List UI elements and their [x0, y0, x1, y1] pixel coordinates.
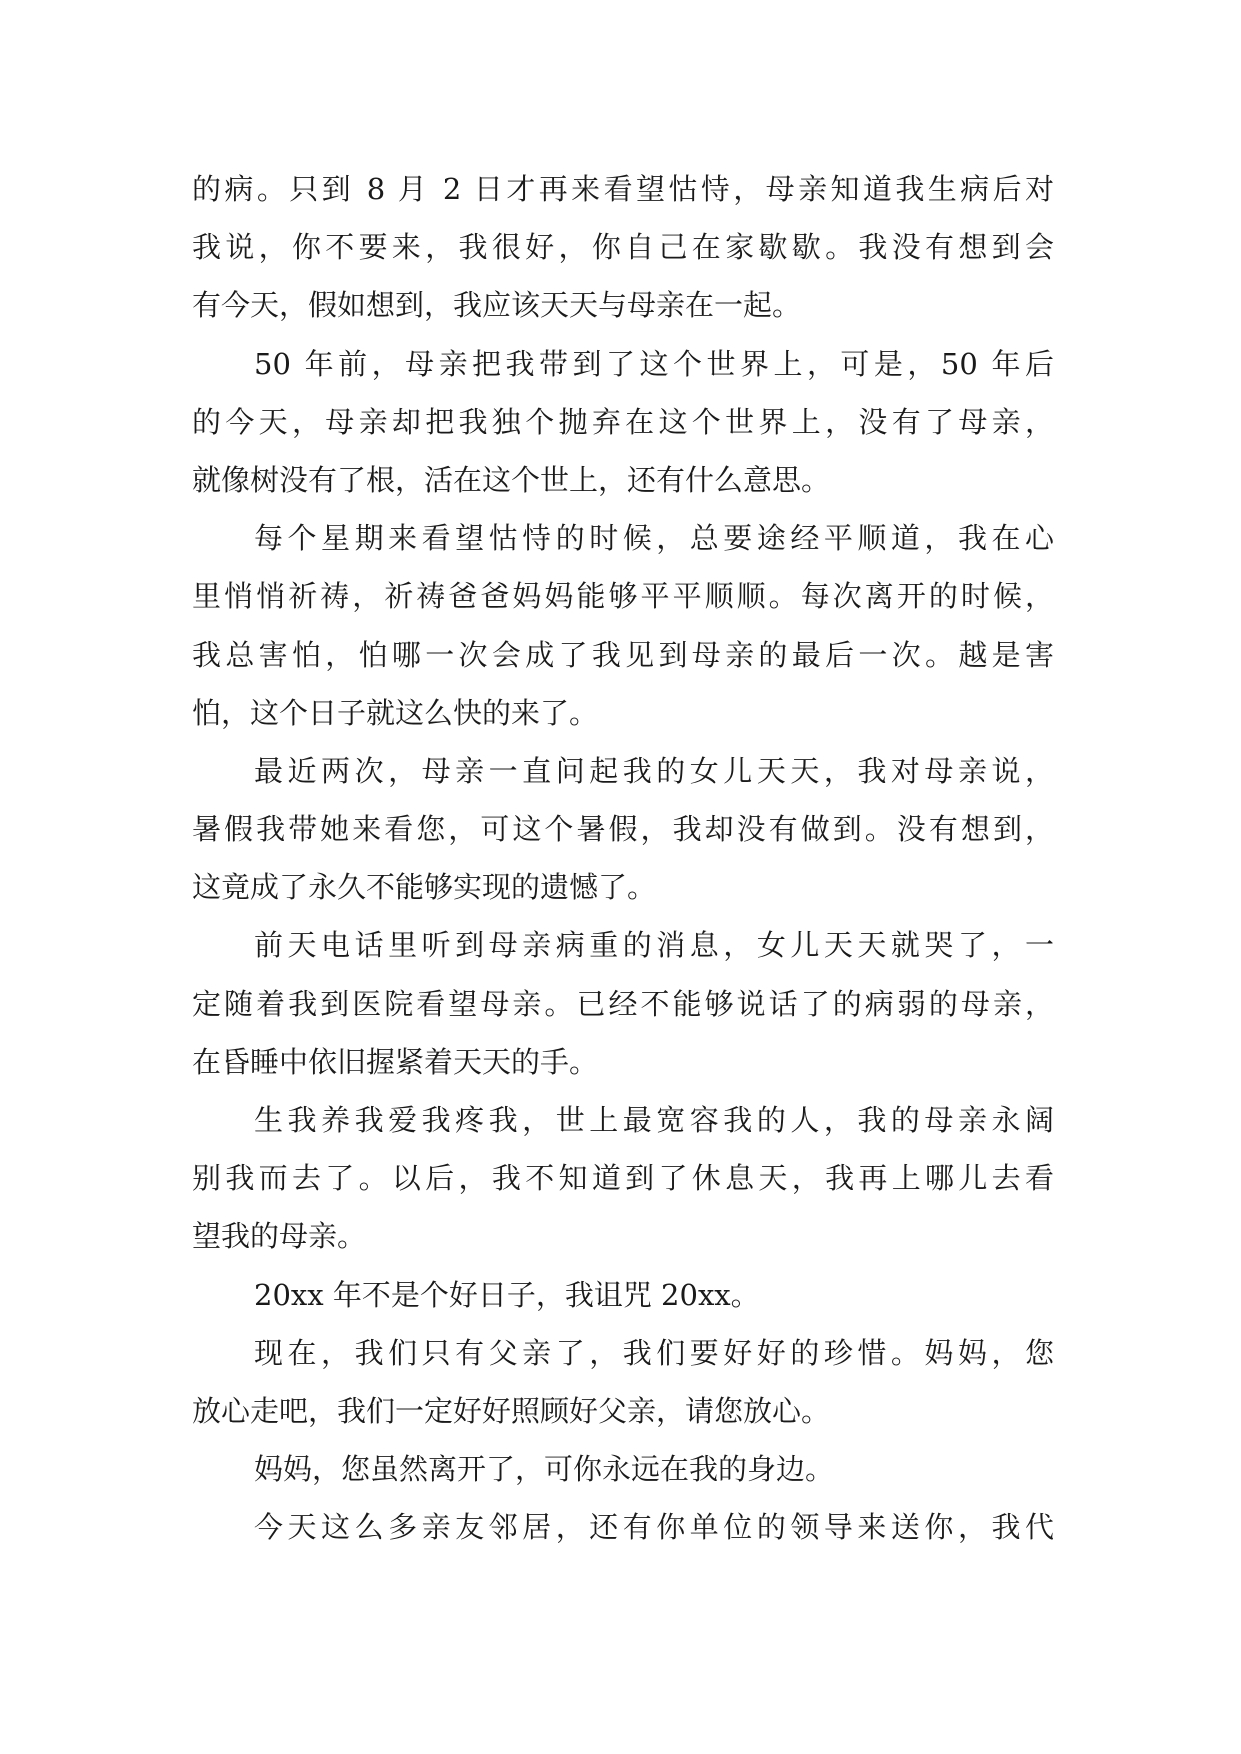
- text-line: 现在，我们只有父亲了，我们要好好的珍惜。妈妈，您: [254, 1335, 1054, 1370]
- text-line: 前天电话里听到母亲病重的消息，女儿天天就哭了，一: [254, 928, 1054, 963]
- text-line: 有今天，假如想到，我应该天天与母亲在一起。: [192, 288, 802, 323]
- text-line: 别我而去了。以后，我不知道到了休息天，我再上哪儿去看: [192, 1161, 1054, 1196]
- text-line: 里悄悄祈祷，祈祷爸爸妈妈能够平平顺顺。每次离开的时候，: [192, 579, 1054, 614]
- paragraph: [192, 509, 1054, 742]
- text-line: 望我的母亲。: [192, 1219, 367, 1254]
- text-line: 今天这么多亲友邻居，还有你单位的领导来送你，我代: [254, 1510, 1054, 1545]
- text-line: 我总害怕，怕哪一次会成了我见到母亲的最后一次。越是害: [192, 637, 1054, 672]
- text-line: 50 年前，母亲把我带到了这个世界上，可是，50 年后: [254, 346, 1054, 381]
- paragraph: [192, 1440, 1054, 1498]
- paragraph: [192, 335, 1054, 510]
- paragraph: [192, 1266, 1054, 1324]
- text-line: 每个星期来看望怙恃的时候，总要途经平顺道，我在心: [254, 521, 1054, 556]
- text-line: 最近两次，母亲一直问起我的女儿天天，我对母亲说，: [254, 753, 1054, 788]
- text-line: 的病。只到 8 月 2 日才再来看望怙恃，母亲知道我生病后对: [192, 172, 1054, 206]
- paragraph: [192, 1324, 1054, 1440]
- text-line: 就像树没有了根，活在这个世上，还有什么意思。: [192, 462, 831, 497]
- paragraph: [192, 160, 1054, 335]
- text-line: 放心走吧，我们一定好好照顾好父亲，请您放心。: [192, 1393, 831, 1428]
- paragraph: [192, 742, 1054, 917]
- text-line: 妈妈，您虽然离开了，可你永远在我的身边。: [254, 1452, 835, 1487]
- text-line: 生我养我爱我疼我，世上最宽容我的人，我的母亲永阔: [254, 1103, 1054, 1137]
- document-body: [192, 160, 1054, 1557]
- text-line: 我说，你不要来，我很好，你自己在家歇歇。我没有想到会: [192, 230, 1054, 265]
- text-line: 这竟成了永久不能够实现的遗憾了。: [192, 870, 657, 905]
- text-line: 暑假我带她来看您，可这个暑假，我却没有做到。没有想到，: [192, 812, 1054, 847]
- text-line: 定随着我到医院看望母亲。已经不能够说话了的病弱的母亲，: [192, 986, 1054, 1021]
- text-line: 的今天，母亲却把我独个抛弃在这个世界上，没有了母亲，: [192, 404, 1054, 439]
- text-line: 在昏睡中依旧握紧着天天的手。: [192, 1044, 599, 1079]
- paragraph: [192, 1091, 1054, 1266]
- text-line: 20xx 年不是个好日子，我诅咒 20xx。: [254, 1277, 760, 1312]
- text-line: 怕，这个日子就这么快的来了。: [192, 695, 599, 730]
- paragraph: [192, 916, 1054, 1091]
- paragraph: [192, 1498, 1054, 1556]
